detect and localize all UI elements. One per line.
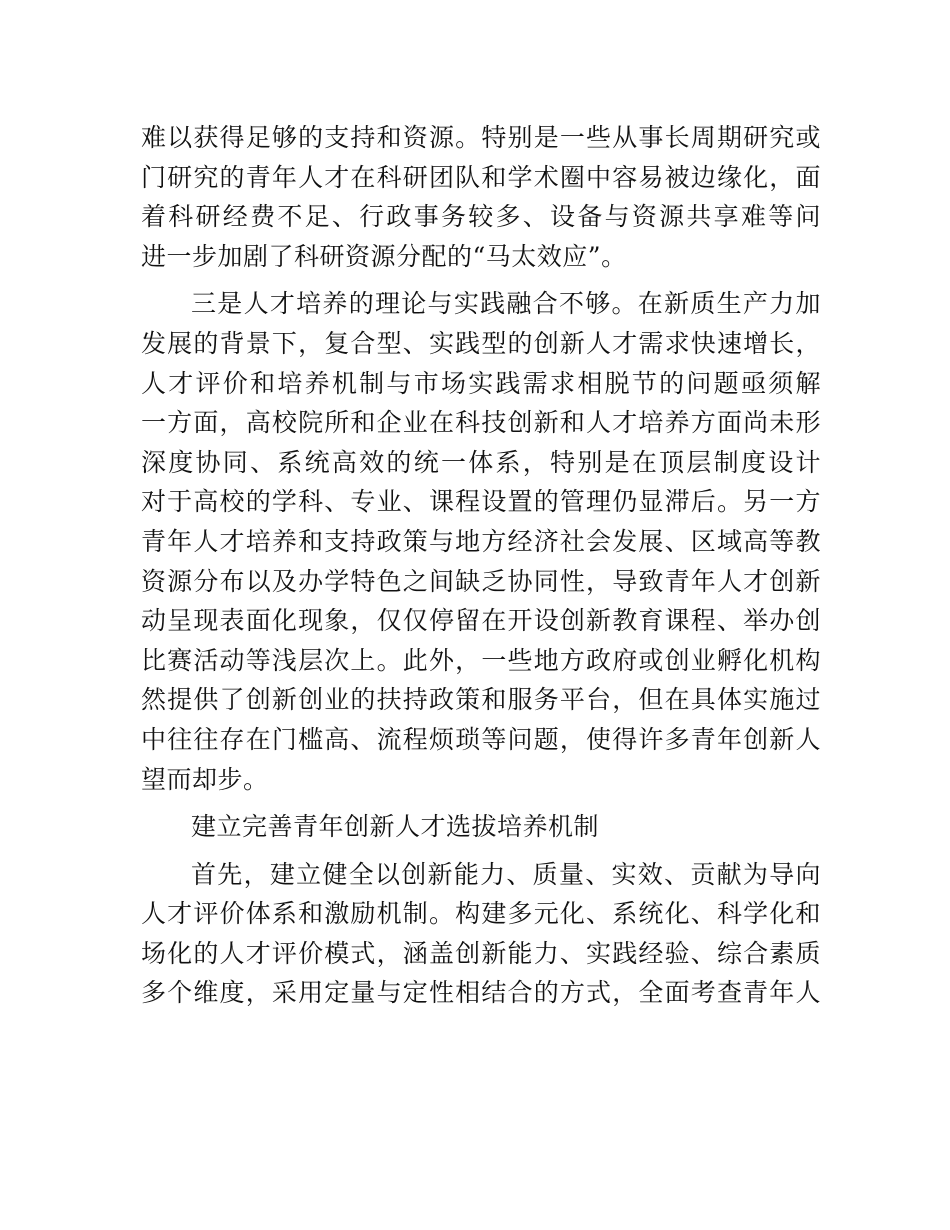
- text-line: 发展的背景下，复合型、实践型的创新人才需求快速增长，: [141, 328, 821, 358]
- text-line: 进一步加剧了科研资源分配的“马太效应”。: [141, 241, 627, 271]
- text-line: 三是人才培养的理论与实践融合不够。在新质生产力加: [191, 289, 821, 319]
- text-line: 对于高校的学科、专业、课程设置的管理仍显滞后。另一方: [141, 487, 821, 517]
- text-line: 首先，建立健全以创新能力、质量、实效、贡献为导向: [191, 859, 821, 889]
- section-heading: [141, 807, 821, 847]
- heading-line: 建立完善青年创新人才选拔培养机制: [191, 812, 600, 842]
- text-line: 资源分布以及办学特色之间缺乏协同性，导致青年人才创新: [141, 566, 821, 596]
- text-line: 人才评价体系和激励机制。构建多元化、系统化、科学化和: [141, 899, 821, 929]
- paragraph-1: [141, 118, 821, 276]
- text-line: 深度协同、系统高效的统一体系，特别是在顶层制度设计: [141, 447, 821, 477]
- text-line: 中往往存在门槛高、流程烦琐等问题，使得许多青年创新人: [141, 724, 821, 754]
- text-line: 比赛活动等浅层次上。此外，一些地方政府或创业孵化机构: [141, 645, 821, 675]
- text-line: 一方面，高校院所和企业在科技创新和人才培养方面尚未形: [141, 408, 821, 438]
- document-body: [141, 118, 821, 1013]
- text-line: 门研究的青年人才在科研团队和学术圈中容易被边缘化，面: [141, 162, 821, 192]
- paragraph-3: [141, 855, 821, 1013]
- text-line: 人才评价和培养机制与市场实践需求相脱节的问题亟须解: [141, 368, 821, 398]
- text-line: 多个维度，采用定量与定性相结合的方式，全面考查青年人: [141, 978, 821, 1008]
- text-line: 然提供了创新创业的扶持政策和服务平台，但在具体实施过: [141, 685, 821, 715]
- text-line: 青年人才培养和支持政策与地方经济社会发展、区域高等教: [141, 526, 821, 556]
- text-line: 动呈现表面化现象，仅仅停留在开设创新教育课程、举办创: [141, 606, 821, 636]
- text-line: 望而却步。: [141, 764, 269, 794]
- text-line: 难以获得足够的支持和资源。特别是一些从事长周期研究或: [141, 123, 821, 152]
- text-line: 场化的人才评价模式，涵盖创新能力、实践经验、综合素质: [141, 938, 821, 968]
- text-line: 着科研经费不足、行政事务较多、设备与资源共享难等问: [141, 202, 821, 232]
- paragraph-2: [141, 284, 821, 799]
